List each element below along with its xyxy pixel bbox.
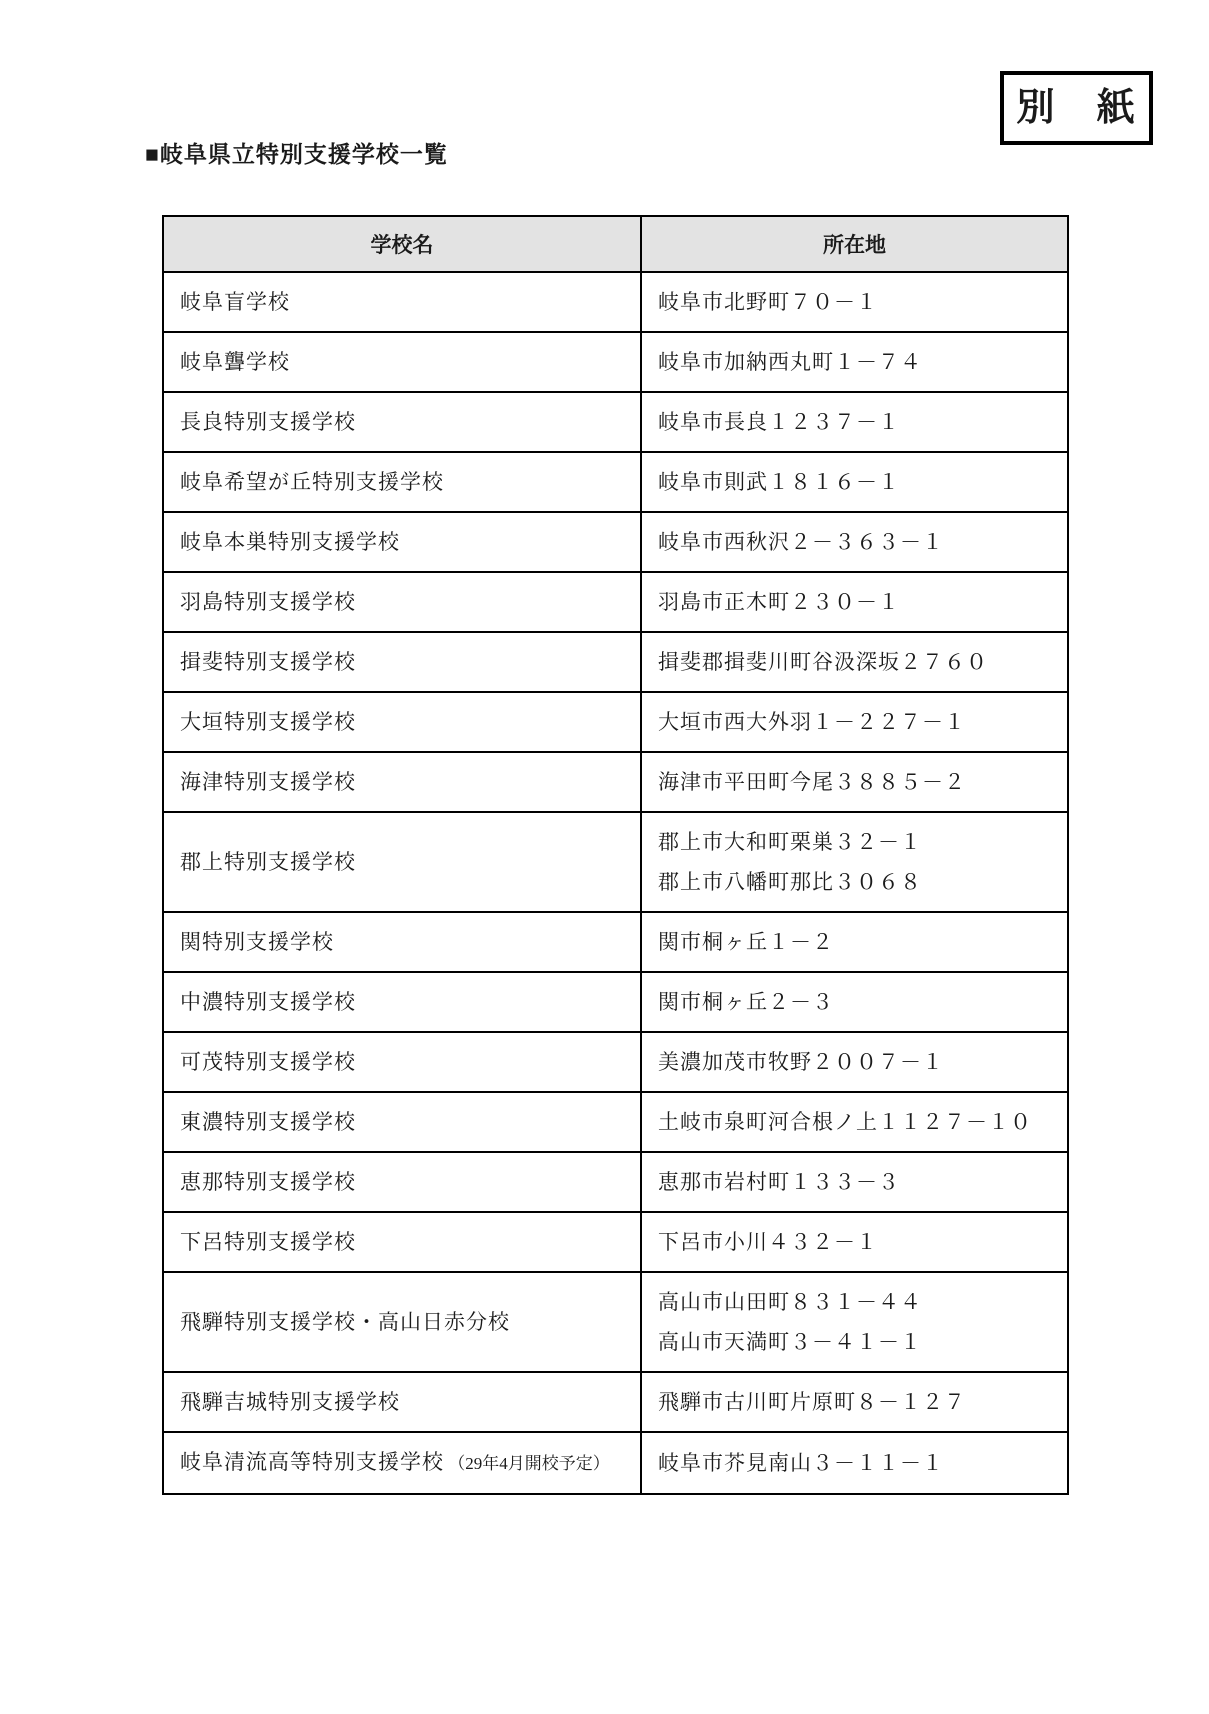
address-line: 美濃加茂市牧野２００７－１ — [658, 1050, 944, 1074]
school-note: （29年4月開校予定） — [444, 1454, 610, 1473]
school-name: 岐阜清流高等特別支援学校 — [180, 1450, 444, 1474]
school-name-cell — [163, 452, 641, 512]
school-name-cell — [163, 272, 641, 332]
school-name: 飛騨特別支援学校・高山日赤分校 — [180, 1310, 510, 1334]
table-row — [163, 912, 1068, 972]
school-name: 羽島特別支援学校 — [180, 590, 356, 614]
school-name-cell — [163, 572, 641, 632]
school-name-cell — [163, 1032, 641, 1092]
address-line: 海津市平田町今尾３８８５－２ — [658, 770, 966, 794]
address-line: 大垣市西大外羽１－２２７－１ — [658, 710, 966, 734]
table-row — [163, 812, 1068, 912]
address-cell — [641, 512, 1068, 572]
school-name-cell — [163, 912, 641, 972]
address-line: 下呂市小川４３２－１ — [658, 1230, 878, 1254]
school-name-cell — [163, 812, 641, 912]
school-name: 関特別支援学校 — [180, 930, 334, 954]
address-line: 関市桐ヶ丘１－２ — [658, 930, 834, 954]
school-name-cell — [163, 1272, 641, 1372]
school-name: 東濃特別支援学校 — [180, 1110, 356, 1134]
school-name-cell — [163, 1212, 641, 1272]
address-cell — [641, 332, 1068, 392]
school-name: 飛騨吉城特別支援学校 — [180, 1390, 400, 1414]
table-row — [163, 1432, 1068, 1494]
school-name-cell — [163, 692, 641, 752]
school-name-cell — [163, 632, 641, 692]
address-cell — [641, 1272, 1068, 1372]
school-name-cell — [163, 512, 641, 572]
address-cell — [641, 452, 1068, 512]
school-name: 中濃特別支援学校 — [180, 990, 356, 1014]
school-name: 郡上特別支援学校 — [180, 850, 356, 874]
table-row — [163, 392, 1068, 452]
address-cell — [641, 632, 1068, 692]
table-row — [163, 1092, 1068, 1152]
page-title: ■岐阜県立特別支援学校一覧 — [145, 141, 448, 167]
school-name: 岐阜希望が丘特別支援学校 — [180, 470, 444, 494]
school-name: 恵那特別支援学校 — [180, 1170, 356, 1194]
table-row — [163, 632, 1068, 692]
address-line: 高山市山田町８３１－４４ — [658, 1290, 922, 1314]
school-name: 下呂特別支援学校 — [180, 1230, 356, 1254]
school-name: 可茂特別支援学校 — [180, 1050, 356, 1074]
table-row — [163, 1032, 1068, 1092]
address-cell — [641, 812, 1068, 912]
address-line: 土岐市泉町河合根ノ上１１２７－１０ — [658, 1110, 1032, 1134]
address-line: 岐阜市加納西丸町１－７４ — [658, 350, 922, 374]
address-line: 岐阜市西秋沢２－３６３－１ — [658, 530, 944, 554]
address-cell — [641, 272, 1068, 332]
school-name-cell — [163, 1372, 641, 1432]
address-cell — [641, 752, 1068, 812]
school-name: 大垣特別支援学校 — [180, 710, 356, 734]
address-line: 郡上市八幡町那比３０６８ — [658, 870, 922, 894]
address-line: 関市桐ヶ丘２－３ — [658, 990, 834, 1014]
school-name-cell — [163, 752, 641, 812]
table-row — [163, 692, 1068, 752]
school-table — [162, 215, 1069, 1495]
table-row — [163, 572, 1068, 632]
attachment-tag-box — [1000, 71, 1153, 145]
address-cell — [641, 1092, 1068, 1152]
table-row — [163, 512, 1068, 572]
address-cell — [641, 1372, 1068, 1432]
address-cell — [641, 972, 1068, 1032]
table-row — [163, 452, 1068, 512]
table-row — [163, 1372, 1068, 1432]
school-name-cell — [163, 392, 641, 452]
table-row — [163, 1212, 1068, 1272]
table-row — [163, 972, 1068, 1032]
address-cell — [641, 692, 1068, 752]
column-header-address: 所在地 — [641, 216, 1068, 272]
address-line: 恵那市岩村町１３３－３ — [658, 1170, 900, 1194]
address-line: 岐阜市則武１８１６－１ — [658, 470, 900, 494]
address-line: 羽島市正木町２３０－１ — [658, 590, 900, 614]
address-cell — [641, 1152, 1068, 1212]
school-name: 揖斐特別支援学校 — [180, 650, 356, 674]
school-name: 長良特別支援学校 — [180, 410, 356, 434]
address-cell — [641, 1432, 1068, 1494]
attachment-tag-label: 別 紙 — [1016, 87, 1137, 129]
address-line: 岐阜市北野町７０－１ — [658, 290, 878, 314]
address-line: 岐阜市長良１２３７－１ — [658, 410, 900, 434]
table-row — [163, 752, 1068, 812]
school-name: 岐阜聾学校 — [180, 350, 290, 374]
address-cell — [641, 1212, 1068, 1272]
school-name-cell — [163, 332, 641, 392]
school-name-cell — [163, 1092, 641, 1152]
address-cell — [641, 912, 1068, 972]
school-name: 岐阜盲学校 — [180, 290, 290, 314]
address-cell — [641, 1032, 1068, 1092]
school-name-cell — [163, 972, 641, 1032]
table-row — [163, 1272, 1068, 1372]
table-row — [163, 272, 1068, 332]
address-cell — [641, 392, 1068, 452]
address-line: 高山市天満町３－４１－１ — [658, 1330, 922, 1354]
table-row — [163, 332, 1068, 392]
table-row — [163, 1152, 1068, 1212]
address-cell — [641, 572, 1068, 632]
address-line: 揖斐郡揖斐川町谷汲深坂２７６０ — [658, 650, 988, 674]
school-name: 海津特別支援学校 — [180, 770, 356, 794]
address-line: 飛騨市古川町片原町８－１２７ — [658, 1390, 966, 1414]
column-header-school-name: 学校名 — [163, 216, 641, 272]
school-name-cell — [163, 1152, 641, 1212]
school-name-cell — [163, 1432, 641, 1494]
address-line: 岐阜市芥見南山３－１１－１ — [658, 1451, 944, 1475]
table-header-row — [163, 216, 1068, 272]
table-body — [163, 272, 1068, 1494]
address-line: 郡上市大和町栗巣３２－１ — [658, 830, 922, 854]
school-name: 岐阜本巣特別支援学校 — [180, 530, 400, 554]
